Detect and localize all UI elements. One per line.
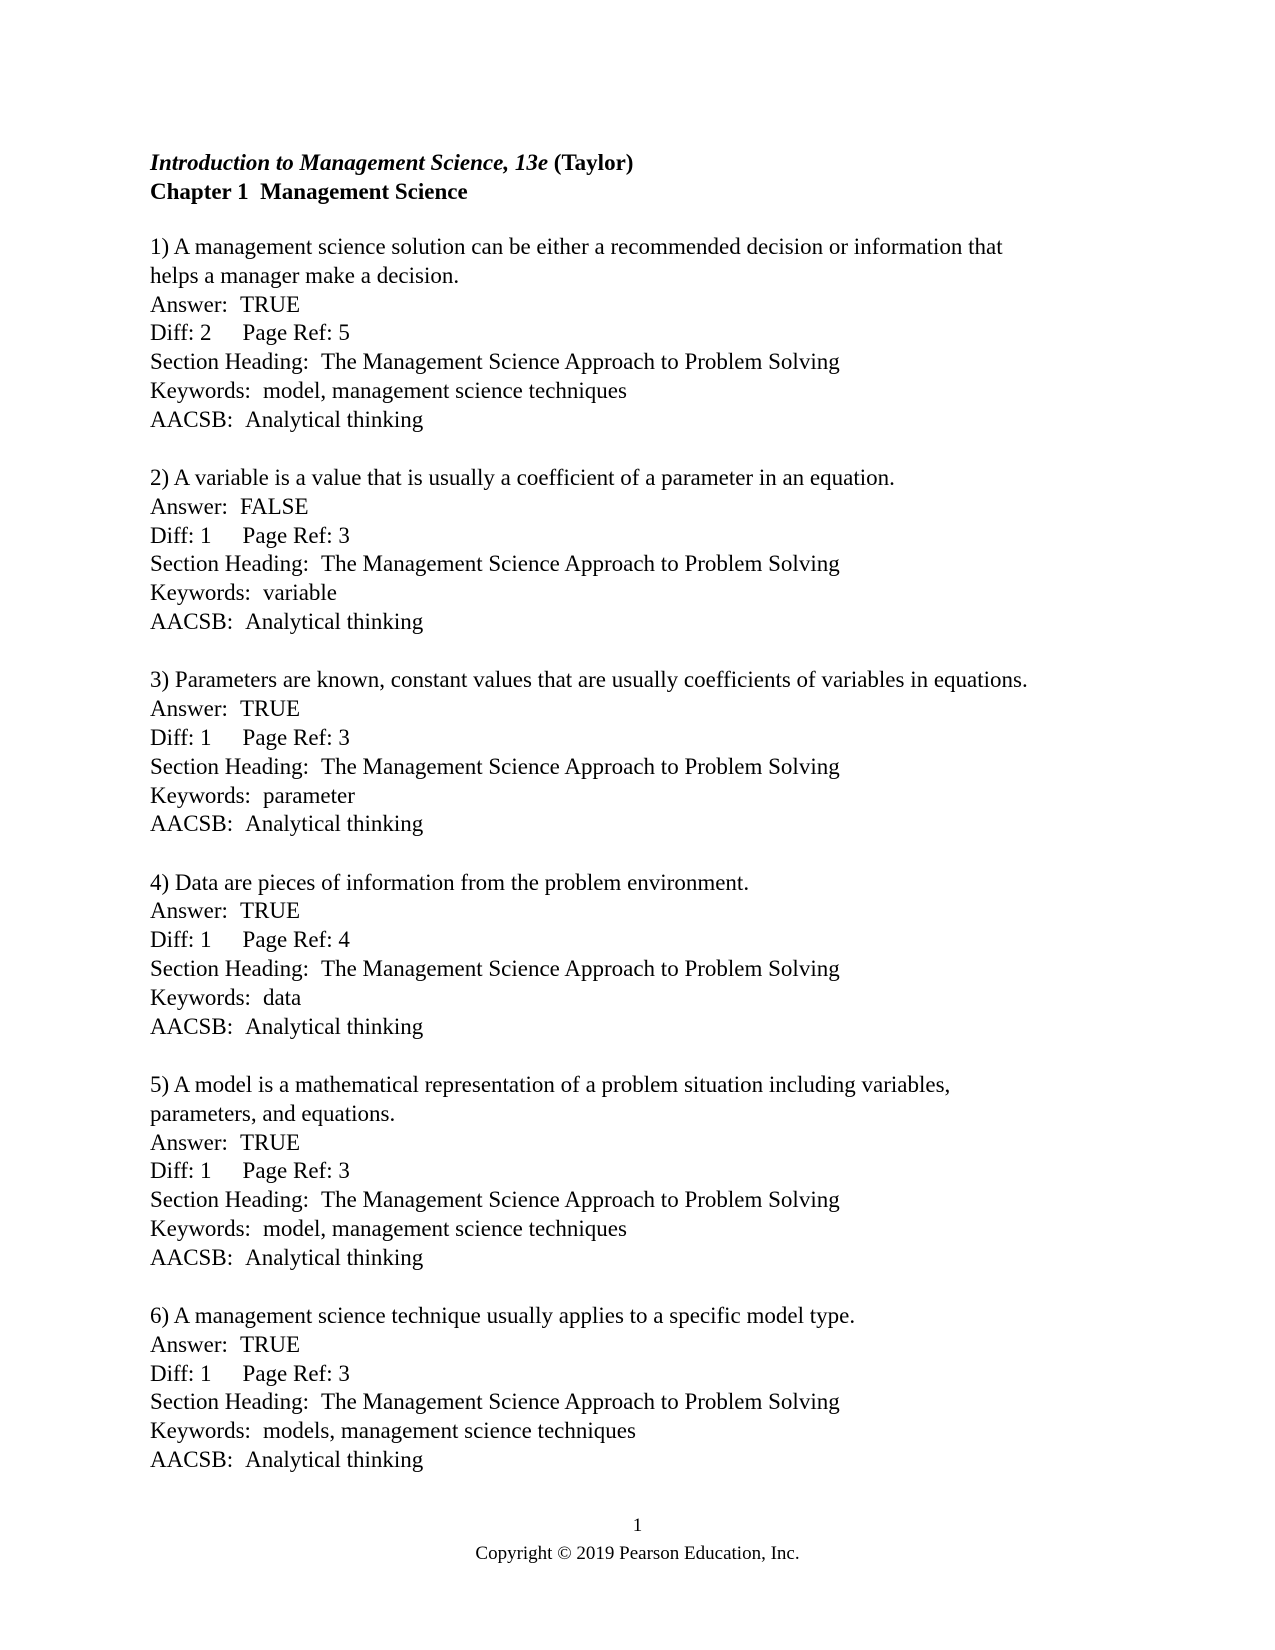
keywords-line: [150, 377, 1190, 406]
question-stem-continued: helps a manager make a decision.: [150, 262, 460, 288]
section-heading: The Management Science Approach to Problem Solving: [321, 1187, 840, 1213]
answer-line: [150, 291, 1190, 320]
aacsb: Analytical thinking: [245, 1013, 424, 1039]
keywords-line: [150, 579, 1190, 608]
answer-value: TRUE: [239, 291, 300, 317]
question-stem: 4) Data are pieces of information from the problem environment.: [150, 869, 750, 895]
aacsb-label: AACSB:: [150, 1013, 234, 1039]
chapter-title: Chapter 1 Management Science: [150, 179, 468, 204]
question-stem: 5) A model is a mathematical representation of a problem situation including variables,: [150, 1071, 951, 1097]
section-heading: The Management Science Approach to Problem Solving: [321, 551, 840, 577]
question-list: [150, 233, 1190, 1504]
aacsb: Analytical thinking: [245, 1244, 424, 1270]
answer-value: TRUE: [239, 1129, 300, 1155]
aacsb: Analytical thinking: [245, 406, 424, 432]
page-ref: Page Ref: 3: [242, 1360, 350, 1386]
question-stem: 3) Parameters are known, constant values that are usually coefficients of variables in equations.: [150, 667, 1028, 693]
keywords: models, management science techniques: [262, 1418, 636, 1444]
answer-line: [150, 1331, 1190, 1360]
section-heading-label: Section Heading:: [150, 1389, 310, 1415]
page-number: 1: [632, 1515, 643, 1536]
page-ref: Page Ref: 5: [242, 320, 350, 346]
page-ref: Page Ref: 3: [242, 724, 350, 750]
section-heading: The Management Science Approach to Problem Solving: [321, 1389, 840, 1415]
keywords-label: Keywords:: [150, 984, 251, 1010]
document-header: [150, 148, 633, 206]
answer-label: Answer:: [150, 696, 228, 722]
question-item: [150, 869, 1190, 1042]
page-ref: Page Ref: 3: [242, 522, 350, 548]
answer-value: TRUE: [239, 696, 300, 722]
question-stem: 2) A variable is a value that is usually a coefficient of a parameter in an equation.: [150, 465, 895, 491]
section-heading-label: Section Heading:: [150, 551, 310, 577]
difficulty: Diff: 1: [150, 927, 212, 953]
keywords-line: [150, 782, 1190, 811]
difficulty-line: [150, 319, 1190, 348]
answer-line: [150, 695, 1190, 724]
aacsb: Analytical thinking: [245, 1446, 424, 1472]
difficulty-line: [150, 1157, 1190, 1186]
answer-label: Answer:: [150, 1129, 228, 1155]
question-stem: 6) A management science technique usually applies to a specific model type.: [150, 1303, 856, 1328]
answer-label: Answer:: [150, 898, 228, 924]
section-heading-line: [150, 348, 1190, 377]
aacsb-label: AACSB:: [150, 609, 234, 635]
difficulty-line: [150, 724, 1190, 753]
aacsb-line: [150, 1446, 1190, 1475]
section-heading: The Management Science Approach to Problem Solving: [321, 753, 840, 779]
copyright-notice: Copyright © 2019 Pearson Education, Inc.: [475, 1543, 800, 1564]
keywords: parameter: [262, 782, 355, 808]
keywords-label: Keywords:: [150, 377, 251, 403]
difficulty-line: [150, 1360, 1190, 1389]
question-item: [150, 464, 1190, 637]
aacsb-line: [150, 608, 1190, 637]
aacsb: Analytical thinking: [245, 811, 424, 837]
answer-line: [150, 897, 1190, 926]
difficulty: Diff: 1: [150, 724, 212, 750]
question-item: [150, 1071, 1190, 1273]
section-heading: The Management Science Approach to Problem Solving: [321, 956, 840, 982]
keywords-label: Keywords:: [150, 1215, 251, 1241]
section-heading-line: [150, 550, 1190, 579]
aacsb-line: [150, 406, 1190, 435]
aacsb: Analytical thinking: [245, 609, 424, 635]
question-item: [150, 1302, 1190, 1475]
keywords-line: [150, 1215, 1190, 1244]
keywords-label: Keywords:: [150, 580, 251, 606]
difficulty: Diff: 1: [150, 1158, 212, 1184]
keywords-line: [150, 1417, 1190, 1446]
title-line: [150, 148, 633, 177]
question-item: [150, 233, 1190, 435]
section-heading-label: Section Heading:: [150, 753, 310, 779]
answer-value: FALSE: [239, 493, 309, 519]
aacsb-label: AACSB:: [150, 1446, 234, 1472]
book-title: Introduction to Management Science, 13e: [150, 150, 549, 175]
keywords-label: Keywords:: [150, 1418, 251, 1444]
book-author: (Taylor): [553, 150, 634, 175]
difficulty-line: [150, 926, 1190, 955]
aacsb-line: [150, 1013, 1190, 1042]
answer-value: TRUE: [239, 1331, 300, 1357]
page-ref: Page Ref: 3: [242, 1158, 350, 1184]
page-ref: Page Ref: 4: [242, 927, 350, 953]
difficulty-line: [150, 522, 1190, 551]
section-heading-line: [150, 753, 1190, 782]
section-heading-label: Section Heading:: [150, 1187, 310, 1213]
answer-line: [150, 1129, 1190, 1158]
section-heading-line: [150, 1388, 1190, 1417]
section-heading-label: Section Heading:: [150, 956, 310, 982]
difficulty: Diff: 1: [150, 522, 212, 548]
keywords: model, management science techniques: [262, 377, 627, 403]
answer-line: [150, 493, 1190, 522]
question-stem: 1) A management science solution can be either a recommended decision or information that: [150, 234, 1003, 259]
keywords: data: [262, 984, 302, 1010]
section-heading-label: Section Heading:: [150, 349, 310, 375]
question-stem-continued: parameters, and equations.: [150, 1100, 396, 1126]
answer-label: Answer:: [150, 291, 228, 317]
aacsb-label: AACSB:: [150, 811, 234, 837]
answer-label: Answer:: [150, 1331, 228, 1357]
aacsb-label: AACSB:: [150, 1244, 234, 1270]
difficulty: Diff: 2: [150, 320, 212, 346]
difficulty: Diff: 1: [150, 1360, 212, 1386]
keywords-line: [150, 984, 1190, 1013]
keywords-label: Keywords:: [150, 782, 251, 808]
section-heading-line: [150, 955, 1190, 984]
section-heading-line: [150, 1186, 1190, 1215]
section-heading: The Management Science Approach to Problem Solving: [321, 349, 840, 375]
keywords: variable: [262, 580, 338, 606]
aacsb-line: [150, 1244, 1190, 1273]
answer-label: Answer:: [150, 493, 228, 519]
answer-value: TRUE: [239, 898, 300, 924]
keywords: model, management science techniques: [262, 1215, 627, 1241]
aacsb-line: [150, 810, 1190, 839]
aacsb-label: AACSB:: [150, 406, 234, 432]
question-item: [150, 666, 1190, 839]
